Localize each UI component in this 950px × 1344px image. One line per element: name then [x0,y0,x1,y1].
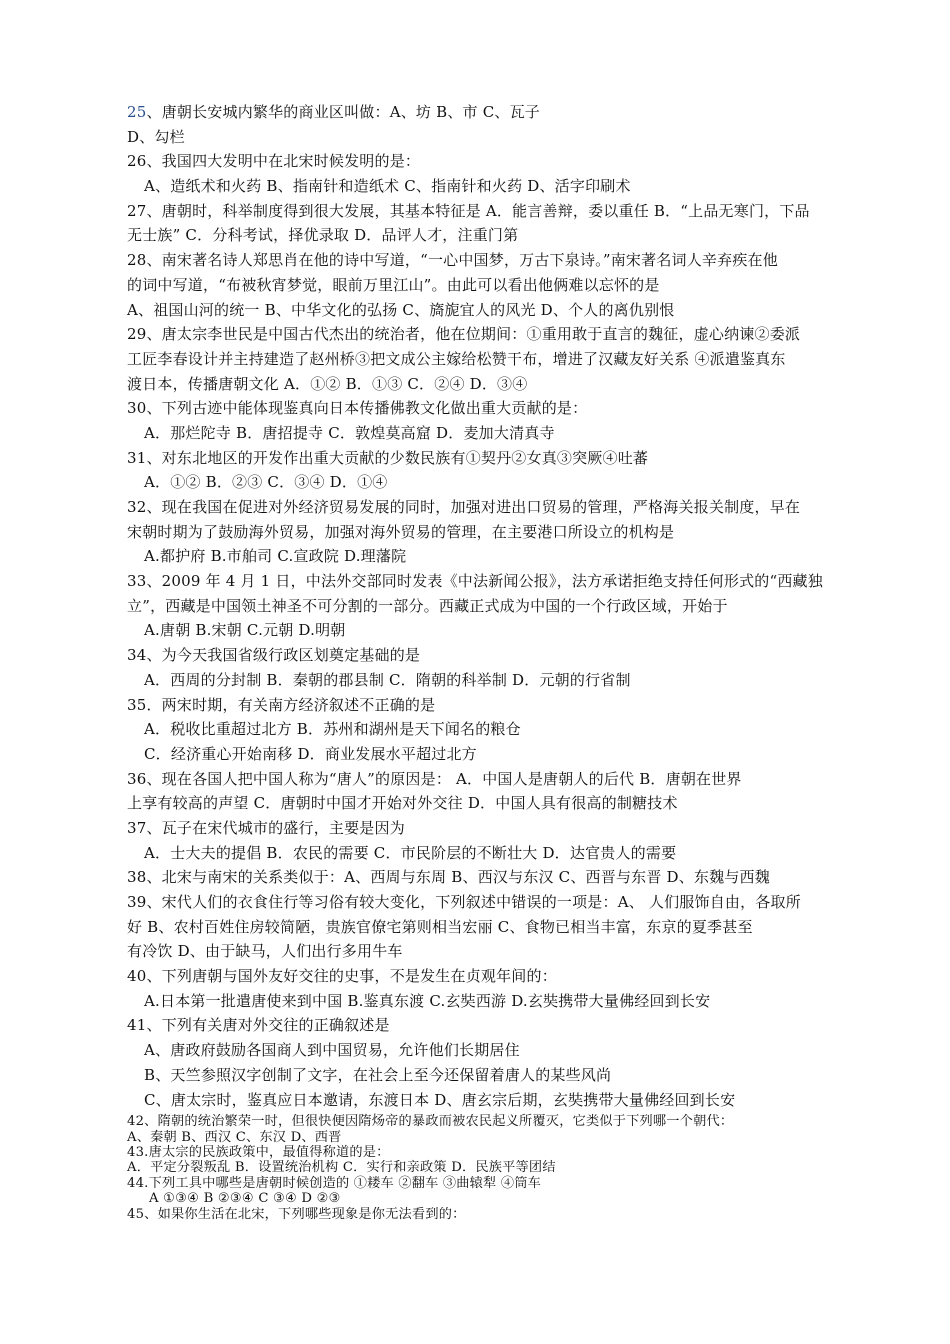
text-line: 工匠李春设计并主持建造了赵州桥③把文成公主嫁给松赞干布，增进了汉藏友好关系 ④派遣鉴真东 [127,349,786,368]
text-line: A.唐朝 B.宋朝 C.元朝 D.明朝 [144,621,346,640]
text-line: 28、南宋著名诗人郑思肖在他的诗中写道，“一心中国梦，万古下泉诗。”南宋著名词人辛弃疾在他 [127,251,778,270]
text-line: 的词中写道，“布被秋宵梦觉，眼前万里江山”。由此可以看出他俩难以忘怀的是 [127,275,660,294]
text-line: C．经济重心开始南移 D．商业发展水平超过北方 [144,744,477,763]
text-line: A.都护府 B.市舶司 C.宣政院 D.理藩院 [144,547,407,566]
text-line: 26、我国四大发明中在北宋时候发明的是： [127,152,421,171]
text-line: 37、瓦子在宋代城市的盛行，主要是因为 [127,818,405,837]
text-line: 30、下列古迹中能体现鉴真向日本传播佛教文化做出重大贡献的是： [127,399,588,418]
text-line: 38、北宋与南宋的关系类似于：A、西周与东周 B、西汉与东汉 C、西晋与东晋 D、东魏与西魏 [127,868,770,887]
text-line: 宋朝时期为了鼓励海外贸易，加强对海外贸易的管理，在主要港口所设立的机构是 [127,522,675,541]
text-line: A．税收比重超过北方 B．苏州和湖州是天下闻名的粮仓 [144,720,521,739]
text-line: A.日本第一批遣唐使来到中国 B.鉴真东渡 C.玄奘西游 D.玄奘携带大量佛经回到长安 [144,991,711,1010]
text-line: A ①③④ B ②③④ C ③④ D ②③ [149,1191,341,1207]
text-line: 31、对东北地区的开发作出重大贡献的少数民族有①契丹②女真③突厥④吐蕃 [127,448,649,467]
text-line: 无士族” C．分科考试，择优录取 D．品评人才，注重门第 [127,226,519,245]
text-line: A、祖国山河的统一 B、中华文化的弘扬 C、旖旎宜人的风光 D、个人的离仇别恨 [127,300,675,319]
text-line: A．①② B．②③ C．③④ D．①④ [144,473,388,492]
text-line: 32、现在我国在促进对外经济贸易发展的同时，加强对进出口贸易的管理，严格海关报关制度，早在 [127,498,801,516]
text-line: C、唐太宗时，鉴真应日本邀请，东渡日本 D、唐玄宗后期，玄奘携带大量佛经回到长安 [144,1090,736,1109]
q25-number: 25 [127,103,147,121]
text-line: 好 B、农村百姓住房较简陋，贵族官僚宅第则相当宏丽 C、食物已相当丰富，东京的夏季甚至 [127,917,753,936]
text-line: 41、下列有关唐对外交往的正确叙述是 [127,1016,390,1035]
text-line: 40、下列唐朝与国外友好交往的史事，不是发生在贞观年间的： [127,967,557,986]
text-line: 27、唐朝时，科举制度得到很大发展，其基本特征是 A．能言善辩，委以重任 B．“上品无寒门，下品 [127,201,810,220]
text-line: A．那烂陀寺 B．唐招提寺 C．敦煌莫高窟 D．麦加大清真寺 [144,423,555,442]
q25-text: 、唐朝长安城内繁华的商业区叫做：A、坊 B、市 C、瓦子 [146,103,540,121]
q25-line-1 [127,100,857,125]
text-line: A、造纸术和火药 B、指南针和造纸术 C、指南针和火药 D、活字印刷术 [144,177,631,196]
text-line: 33、2009 年 4 月 1 日，中法外交部同时发表《中法新闻公报》，法方承诺拒绝支持任何形式的“西藏独 [127,572,823,591]
text-line: 34、为今天我国省级行政区划奠定基础的是 [127,646,421,665]
text-line: 立”，西藏是中国领土神圣不可分割的一部分。西藏正式成为中国的一个行政区域，开始于 [127,596,728,615]
text-line: A．平定分裂叛乱 B．设置统治机构 C．实行和亲政策 D．民族平等团结 [127,1160,556,1176]
text-line: A．士大夫的提倡 B．农民的需要 C．市民阶层的不断壮大 D．达官贵人的需要 [144,843,677,862]
text-line: 39、宋代人们的衣食住行等习俗有较大变化，下列叙述中错误的一项是：A、 人们服饰自由，各取所 [127,893,801,911]
text-line: 有冷饮 D、由于缺马，人们出行多用牛车 [127,942,403,961]
question-list [127,100,857,1222]
text-line: 44.下列工具中哪些是唐朝时候创造的 ①耧车 ②翻车 ③曲辕犁 ④筒车 [127,1175,541,1191]
text-line: A、唐政府鼓励各国商人到中国贸易，允许他们长期居住 [144,1041,520,1060]
text-line: 上享有较高的声望 C．唐朝时中国才开始对外交往 D．中国人具有很高的制糖技术 [127,794,678,813]
text-line: 36、现在各国人把中国人称为“唐人”的原因是： A．中国人是唐朝人的后代 B．唐朝在世界 [127,769,742,788]
text-line: A、秦朝 B、西汉 C、东汉 D、西晋 [127,1129,342,1145]
text-line: 43.唐太宗的民族政策中，最值得称道的是： [127,1144,390,1160]
text-line: D、勾栏 [127,127,185,146]
text-line: 45、如果你生活在北宋，下列哪些现象是你无法看到的： [127,1206,466,1222]
text-line: A．西周的分封制 B．秦朝的郡县制 C．隋朝的科举制 D．元朝的行省制 [144,670,631,689]
text-line: 35．两宋时期，有关南方经济叙述不正确的是 [127,695,436,714]
text-line: B、天竺参照汉字创制了文字，在社会上至今还保留着唐人的某些风尚 [144,1065,612,1084]
text-line: 42、隋朝的统治繁荣一时，但很快便因隋炀帝的暴政而被农民起义所覆灭，它类似于下列哪一个朝代： [127,1114,734,1130]
text-line: 渡日本，传播唐朝文化 A．①② B．①③ C．②④ D．③④ [127,374,528,393]
text-line: 29、唐太宗李世民是中国古代杰出的统治者，他在位期间：①重用敢于直言的魏征，虚心纳谏②委派 [127,325,801,344]
